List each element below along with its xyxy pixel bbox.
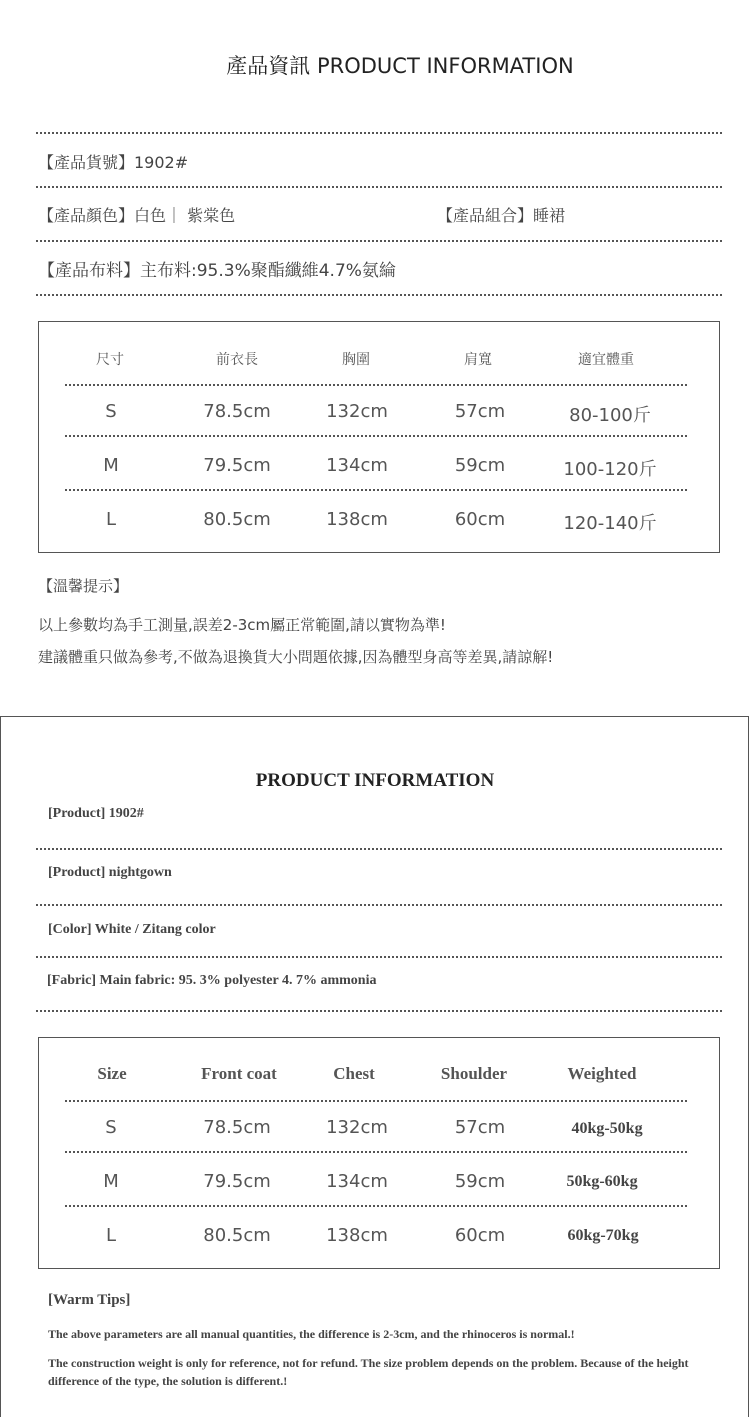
cn-page-title: 產品資訊 PRODUCT INFORMATION xyxy=(226,54,574,78)
header-shoulder: 肩寬 xyxy=(464,352,492,368)
cell-weighted: 50kg-60kg xyxy=(566,1173,638,1190)
en-fabric: [Fabric] Main fabric: 95. 3% polyester 4. 7% ammonia xyxy=(47,973,377,988)
cell-size: M xyxy=(103,455,119,476)
cell-chest: 138cm xyxy=(326,509,388,530)
cell-size: M xyxy=(103,1171,119,1192)
cell-chest: 132cm xyxy=(326,401,388,422)
cn-tip-line: 建議體重只做為參考,不做為退換貨大小問題依據,因為體型身高等差異,請諒解! xyxy=(38,648,554,666)
divider xyxy=(36,240,722,242)
cn-size-table xyxy=(38,321,720,553)
cell-front-coat: 78.5cm xyxy=(203,1117,271,1138)
en-tip-line: The construction weight is only for reference, not for refund. The size problem depends on the problem. Because of the height difference of the type, the solution is different.! xyxy=(48,1356,689,1388)
cell-size: S xyxy=(105,401,117,422)
cell-weighted: 60kg-70kg xyxy=(567,1227,639,1244)
cell-size: S xyxy=(105,1117,117,1138)
cell-shoulder: 60cm xyxy=(454,1225,506,1246)
header-chest: 胸圍 xyxy=(342,352,370,368)
cell-size: L xyxy=(105,1225,117,1246)
header-weighted: Weighted xyxy=(567,1064,637,1083)
cell-front-length: 79.5cm xyxy=(203,455,271,476)
en-size-table xyxy=(38,1037,720,1269)
cn-combo: 【產品組合】睡裙 xyxy=(437,206,566,225)
cell-chest: 134cm xyxy=(326,455,388,476)
header-front-coat: Front coat xyxy=(201,1064,277,1083)
cell-front-coat: 80.5cm xyxy=(203,1225,271,1246)
divider xyxy=(36,186,722,188)
en-product: [Product] nightgown xyxy=(48,865,172,880)
cell-front-length: 80.5cm xyxy=(203,509,271,530)
divider xyxy=(36,956,722,958)
cell-weighted: 40kg-50kg xyxy=(571,1120,643,1137)
divider xyxy=(65,435,687,437)
divider xyxy=(36,294,722,296)
cell-chest: 134cm xyxy=(326,1171,388,1192)
cn-fabric: 【產品布料】主布料:95.3%聚酯纖維4.7%氨綸 xyxy=(38,261,396,281)
header-size: 尺寸 xyxy=(96,352,124,368)
cell-weight: 80-100斤 xyxy=(569,405,651,426)
header-size: Size xyxy=(97,1064,127,1083)
cn-tips-title: 【溫馨提示】 xyxy=(38,577,129,595)
en-tip-line: The above parameters are all manual quantities, the difference is 2-3cm, and the rhinoceros is normal.! xyxy=(48,1327,575,1341)
divider xyxy=(36,904,722,906)
divider xyxy=(36,848,722,850)
cn-color: 【產品顏色】白色｜ 紫棠色 xyxy=(38,206,236,225)
divider xyxy=(65,489,687,491)
divider xyxy=(65,1151,687,1153)
cell-size: L xyxy=(105,509,117,530)
cell-chest: 132cm xyxy=(326,1117,388,1138)
cell-shoulder: 59cm xyxy=(454,455,506,476)
cell-front-coat: 79.5cm xyxy=(203,1171,271,1192)
header-front-length: 前衣長 xyxy=(216,352,258,368)
cell-weight: 100-120斤 xyxy=(563,459,657,480)
cell-chest: 138cm xyxy=(326,1225,388,1246)
header-shoulder: Shoulder xyxy=(440,1064,508,1083)
header-chest: Chest xyxy=(333,1064,375,1083)
en-color: [Color] White / Zitang color xyxy=(48,922,216,937)
divider xyxy=(65,384,687,386)
divider xyxy=(65,1100,687,1102)
cell-shoulder: 57cm xyxy=(454,1117,506,1138)
divider xyxy=(36,132,722,134)
en-product-number: [Product] 1902# xyxy=(48,806,144,821)
en-page-title: PRODUCT INFORMATION xyxy=(255,770,495,791)
cell-shoulder: 57cm xyxy=(454,401,506,422)
cn-item-number: 【產品貨號】1902# xyxy=(38,153,189,172)
cell-shoulder: 59cm xyxy=(454,1171,506,1192)
cell-front-length: 78.5cm xyxy=(203,401,271,422)
divider xyxy=(65,1205,687,1207)
divider xyxy=(36,1010,722,1012)
cn-tip-line: 以上參數均為手工測量,誤差2-3cm屬正常範圍,請以實物為準! xyxy=(38,616,446,634)
cell-weight: 120-140斤 xyxy=(563,513,657,534)
en-tips-title: [Warm Tips] xyxy=(48,1292,131,1308)
cell-shoulder: 60cm xyxy=(454,509,506,530)
header-weight: 適宜體重 xyxy=(578,352,634,368)
